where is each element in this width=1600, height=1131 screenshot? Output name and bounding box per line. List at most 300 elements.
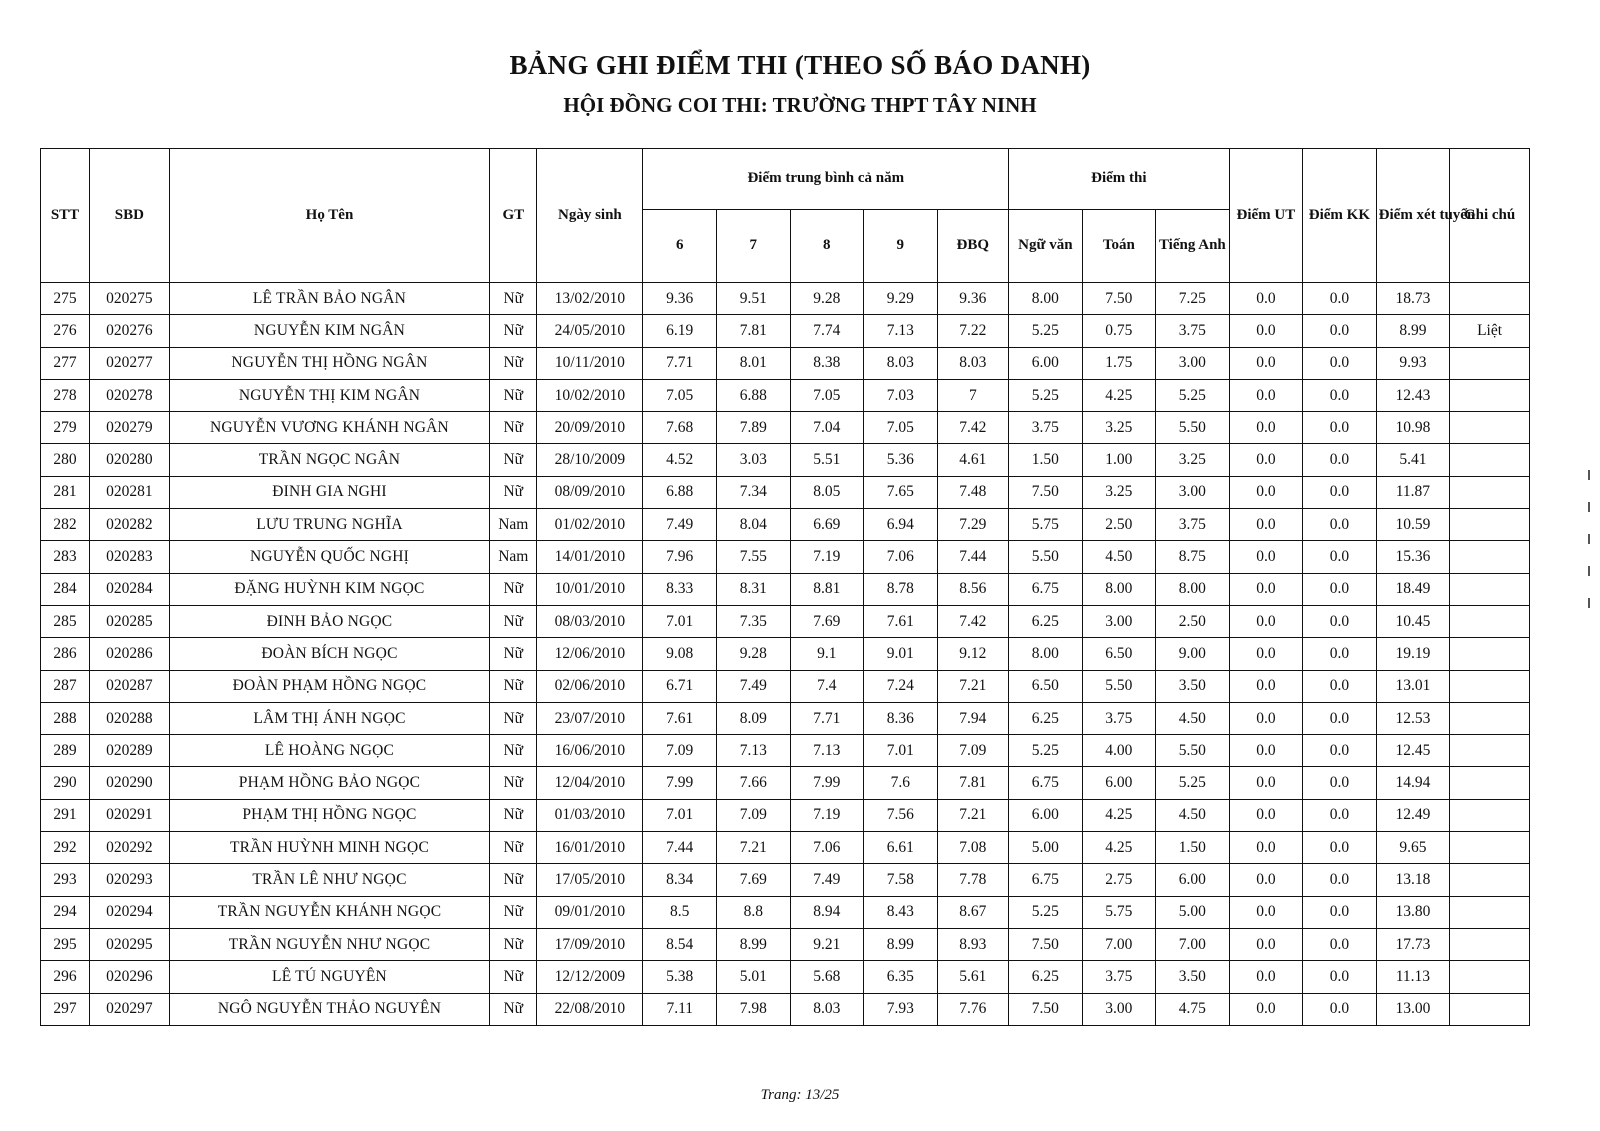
cell-name: NGUYỄN THỊ KIM NGÂN <box>169 379 490 411</box>
cell-avg-8: 7.69 <box>790 605 864 637</box>
cell-admission-score: 13.00 <box>1376 993 1450 1025</box>
cell-avg-7: 7.69 <box>717 864 791 896</box>
cell-avg-9: 7.93 <box>864 993 938 1025</box>
cell-sbd: 020293 <box>90 864 170 896</box>
cell-bonus-score: 0.0 <box>1303 347 1377 379</box>
cell-avg-7: 7.89 <box>717 412 791 444</box>
cell-avg-7: 6.88 <box>717 379 791 411</box>
cell-priority-score: 0.0 <box>1229 379 1303 411</box>
cell-avg-9: 8.43 <box>864 896 938 928</box>
cell-note <box>1450 573 1530 605</box>
table-row <box>41 832 1530 864</box>
header-exam-group: Điểm thi <box>1009 149 1230 210</box>
cell-gender: Nam <box>490 509 537 541</box>
cell-admission-score: 5.41 <box>1376 444 1450 476</box>
cell-exam-english: 4.50 <box>1156 702 1230 734</box>
cell-dob: 17/05/2010 <box>537 864 643 896</box>
cell-avg-7: 8.8 <box>717 896 791 928</box>
cell-avg-6: 9.36 <box>643 283 717 315</box>
cell-name: TRẦN NGUYỄN NHƯ NGỌC <box>169 928 490 960</box>
cell-note <box>1450 928 1530 960</box>
cell-stt: 288 <box>41 702 90 734</box>
score-table <box>40 148 1530 1026</box>
cell-exam-english: 7.00 <box>1156 928 1230 960</box>
cell-priority-score: 0.0 <box>1229 670 1303 702</box>
cell-exam-literature: 5.75 <box>1009 509 1083 541</box>
cell-priority-score: 0.0 <box>1229 702 1303 734</box>
cell-bonus-score: 0.0 <box>1303 283 1377 315</box>
cell-exam-literature: 8.00 <box>1009 638 1083 670</box>
cell-avg-dbq: 7.44 <box>937 541 1009 573</box>
cell-avg-9: 7.6 <box>864 767 938 799</box>
cell-exam-english: 3.00 <box>1156 476 1230 508</box>
cell-avg-dbq: 7.94 <box>937 702 1009 734</box>
cell-sbd: 020292 <box>90 832 170 864</box>
cell-exam-literature: 7.50 <box>1009 928 1083 960</box>
cell-exam-english: 9.00 <box>1156 638 1230 670</box>
cell-gender: Nữ <box>490 993 537 1025</box>
cell-priority-score: 0.0 <box>1229 799 1303 831</box>
cell-avg-8: 9.1 <box>790 638 864 670</box>
cell-exam-literature: 6.50 <box>1009 670 1083 702</box>
cell-bonus-score: 0.0 <box>1303 896 1377 928</box>
table-row <box>41 735 1530 767</box>
cell-avg-8: 9.21 <box>790 928 864 960</box>
cell-dob: 01/03/2010 <box>537 799 643 831</box>
cell-exam-math: 1.75 <box>1082 347 1156 379</box>
cell-gender: Nữ <box>490 799 537 831</box>
cell-name: NGUYỄN THỊ HỒNG NGÂN <box>169 347 490 379</box>
cell-note <box>1450 864 1530 896</box>
cell-avg-9: 7.05 <box>864 412 938 444</box>
cell-exam-english: 3.75 <box>1156 315 1230 347</box>
cell-avg-7: 9.28 <box>717 638 791 670</box>
cell-avg-6: 8.5 <box>643 896 717 928</box>
cell-admission-score: 14.94 <box>1376 767 1450 799</box>
cell-admission-score: 13.18 <box>1376 864 1450 896</box>
cell-exam-math: 4.00 <box>1082 735 1156 767</box>
cell-note <box>1450 347 1530 379</box>
table-row <box>41 864 1530 896</box>
cell-sbd: 020279 <box>90 412 170 444</box>
cell-avg-6: 6.71 <box>643 670 717 702</box>
cell-priority-score: 0.0 <box>1229 767 1303 799</box>
cell-stt: 296 <box>41 961 90 993</box>
cell-avg-8: 8.94 <box>790 896 864 928</box>
cell-avg-6: 7.96 <box>643 541 717 573</box>
cell-exam-literature: 5.25 <box>1009 379 1083 411</box>
cell-bonus-score: 0.0 <box>1303 799 1377 831</box>
cell-avg-7: 7.21 <box>717 832 791 864</box>
cell-gender: Nữ <box>490 412 537 444</box>
table-body <box>41 283 1530 1026</box>
cell-avg-9: 7.06 <box>864 541 938 573</box>
header-bonus-score: Điểm KK <box>1303 149 1377 283</box>
cell-exam-math: 3.75 <box>1082 702 1156 734</box>
cell-name: LÂM THỊ ÁNH NGỌC <box>169 702 490 734</box>
cell-avg-6: 7.05 <box>643 379 717 411</box>
cell-dob: 16/01/2010 <box>537 832 643 864</box>
cell-avg-6: 4.52 <box>643 444 717 476</box>
cell-exam-english: 3.00 <box>1156 347 1230 379</box>
cell-avg-8: 7.19 <box>790 799 864 831</box>
cell-name: TRẦN NGỌC NGÂN <box>169 444 490 476</box>
header-grade-8: 8 <box>790 210 864 283</box>
header-name: Họ Tên <box>169 149 490 283</box>
cell-priority-score: 0.0 <box>1229 735 1303 767</box>
cell-exam-literature: 5.25 <box>1009 735 1083 767</box>
cell-avg-9: 7.61 <box>864 605 938 637</box>
cell-avg-9: 7.13 <box>864 315 938 347</box>
cell-sbd: 020289 <box>90 735 170 767</box>
cell-sbd: 020281 <box>90 476 170 508</box>
cell-name: PHẠM THỊ HỒNG NGỌC <box>169 799 490 831</box>
cell-avg-9: 5.36 <box>864 444 938 476</box>
cell-note <box>1450 541 1530 573</box>
cell-avg-dbq: 7.09 <box>937 735 1009 767</box>
cell-avg-7: 8.09 <box>717 702 791 734</box>
cell-gender: Nữ <box>490 702 537 734</box>
table-row <box>41 444 1530 476</box>
cell-sbd: 020294 <box>90 896 170 928</box>
cell-dob: 23/07/2010 <box>537 702 643 734</box>
cell-avg-9: 6.35 <box>864 961 938 993</box>
table-row <box>41 799 1530 831</box>
cell-name: LÊ TÚ NGUYÊN <box>169 961 490 993</box>
cell-dob: 10/01/2010 <box>537 573 643 605</box>
cell-gender: Nữ <box>490 670 537 702</box>
cell-admission-score: 9.65 <box>1376 832 1450 864</box>
cell-exam-english: 1.50 <box>1156 832 1230 864</box>
cell-note <box>1450 283 1530 315</box>
header-grade-9: 9 <box>864 210 938 283</box>
cell-dob: 01/02/2010 <box>537 509 643 541</box>
cell-bonus-score: 0.0 <box>1303 379 1377 411</box>
cell-admission-score: 19.19 <box>1376 638 1450 670</box>
cell-exam-literature: 3.75 <box>1009 412 1083 444</box>
cell-avg-6: 7.01 <box>643 605 717 637</box>
cell-note: Liệt <box>1450 315 1530 347</box>
cell-priority-score: 0.0 <box>1229 993 1303 1025</box>
table-row <box>41 928 1530 960</box>
cell-name: ĐINH GIA NGHI <box>169 476 490 508</box>
cell-avg-8: 7.06 <box>790 832 864 864</box>
cell-stt: 289 <box>41 735 90 767</box>
cell-note <box>1450 509 1530 541</box>
cell-priority-score: 0.0 <box>1229 541 1303 573</box>
table-header <box>41 149 1530 283</box>
cell-exam-math: 3.25 <box>1082 476 1156 508</box>
header-average-group: Điểm trung bình cả năm <box>643 149 1009 210</box>
cell-admission-score: 15.36 <box>1376 541 1450 573</box>
cell-name: ĐOÀN PHẠM HỒNG NGỌC <box>169 670 490 702</box>
cell-avg-9: 7.58 <box>864 864 938 896</box>
cell-sbd: 020286 <box>90 638 170 670</box>
cell-dob: 16/06/2010 <box>537 735 643 767</box>
cell-avg-8: 8.05 <box>790 476 864 508</box>
cell-avg-8: 8.38 <box>790 347 864 379</box>
cell-avg-dbq: 8.93 <box>937 928 1009 960</box>
cell-gender: Nữ <box>490 638 537 670</box>
cell-gender: Nữ <box>490 928 537 960</box>
cell-avg-8: 7.4 <box>790 670 864 702</box>
cell-exam-literature: 5.25 <box>1009 896 1083 928</box>
cell-dob: 14/01/2010 <box>537 541 643 573</box>
cell-avg-7: 7.81 <box>717 315 791 347</box>
table-row <box>41 509 1530 541</box>
cell-avg-dbq: 8.56 <box>937 573 1009 605</box>
cell-priority-score: 0.0 <box>1229 928 1303 960</box>
cell-avg-dbq: 7.48 <box>937 476 1009 508</box>
cell-admission-score: 12.45 <box>1376 735 1450 767</box>
cell-avg-9: 7.01 <box>864 735 938 767</box>
cell-stt: 293 <box>41 864 90 896</box>
cell-admission-score: 13.80 <box>1376 896 1450 928</box>
cell-stt: 290 <box>41 767 90 799</box>
cell-name: ĐINH BẢO NGỌC <box>169 605 490 637</box>
cell-stt: 294 <box>41 896 90 928</box>
cell-sbd: 020276 <box>90 315 170 347</box>
cell-avg-7: 7.98 <box>717 993 791 1025</box>
cell-avg-6: 7.44 <box>643 832 717 864</box>
cell-sbd: 020288 <box>90 702 170 734</box>
cell-exam-math: 8.00 <box>1082 573 1156 605</box>
header-admission-score: Điểm xét tuyển <box>1376 149 1450 283</box>
header-stt: STT <box>41 149 90 283</box>
cell-gender: Nữ <box>490 315 537 347</box>
cell-avg-9: 8.99 <box>864 928 938 960</box>
cell-admission-score: 8.99 <box>1376 315 1450 347</box>
cell-avg-8: 7.04 <box>790 412 864 444</box>
cell-bonus-score: 0.0 <box>1303 573 1377 605</box>
cell-admission-score: 13.01 <box>1376 670 1450 702</box>
cell-stt: 292 <box>41 832 90 864</box>
table-row <box>41 315 1530 347</box>
table-row <box>41 702 1530 734</box>
header-grade-7: 7 <box>717 210 791 283</box>
cell-exam-english: 5.50 <box>1156 735 1230 767</box>
cell-avg-7: 5.01 <box>717 961 791 993</box>
page-number: Trang: 13/25 <box>760 1087 840 1103</box>
cell-bonus-score: 0.0 <box>1303 832 1377 864</box>
cell-avg-9: 7.24 <box>864 670 938 702</box>
cell-priority-score: 0.0 <box>1229 832 1303 864</box>
header-note: Ghi chú <box>1450 149 1530 283</box>
cell-exam-literature: 6.75 <box>1009 864 1083 896</box>
cell-exam-literature: 5.00 <box>1009 832 1083 864</box>
cell-stt: 286 <box>41 638 90 670</box>
cell-avg-9: 9.01 <box>864 638 938 670</box>
header-dbq: ĐBQ <box>937 210 1009 283</box>
cell-priority-score: 0.0 <box>1229 347 1303 379</box>
cell-sbd: 020284 <box>90 573 170 605</box>
cell-exam-literature: 6.75 <box>1009 573 1083 605</box>
cell-note <box>1450 444 1530 476</box>
header-sbd: SBD <box>90 149 170 283</box>
cell-priority-score: 0.0 <box>1229 476 1303 508</box>
cell-note <box>1450 799 1530 831</box>
cell-sbd: 020283 <box>90 541 170 573</box>
cell-admission-score: 12.43 <box>1376 379 1450 411</box>
cell-stt: 284 <box>41 573 90 605</box>
cell-avg-9: 8.78 <box>864 573 938 605</box>
table-row <box>41 605 1530 637</box>
cell-avg-8: 7.19 <box>790 541 864 573</box>
cell-exam-english: 7.25 <box>1156 283 1230 315</box>
cell-exam-math: 3.25 <box>1082 412 1156 444</box>
table-row <box>41 412 1530 444</box>
cell-name: ĐẶNG HUỲNH KIM NGỌC <box>169 573 490 605</box>
cell-bonus-score: 0.0 <box>1303 767 1377 799</box>
cell-avg-8: 5.68 <box>790 961 864 993</box>
cell-dob: 08/03/2010 <box>537 605 643 637</box>
cell-sbd: 020275 <box>90 283 170 315</box>
cell-avg-7: 7.66 <box>717 767 791 799</box>
cell-dob: 22/08/2010 <box>537 993 643 1025</box>
cell-gender: Nữ <box>490 476 537 508</box>
cell-avg-8: 8.03 <box>790 993 864 1025</box>
cell-sbd: 020282 <box>90 509 170 541</box>
cell-gender: Nữ <box>490 444 537 476</box>
cell-exam-literature: 6.25 <box>1009 605 1083 637</box>
cell-exam-english: 3.50 <box>1156 670 1230 702</box>
cell-avg-8: 9.28 <box>790 283 864 315</box>
cell-dob: 24/05/2010 <box>537 315 643 347</box>
cell-note <box>1450 638 1530 670</box>
header-literature: Ngữ văn <box>1009 210 1083 283</box>
cell-exam-english: 5.50 <box>1156 412 1230 444</box>
cell-avg-8: 7.71 <box>790 702 864 734</box>
cell-avg-dbq: 8.67 <box>937 896 1009 928</box>
cell-stt: 287 <box>41 670 90 702</box>
cell-priority-score: 0.0 <box>1229 638 1303 670</box>
cell-avg-6: 7.71 <box>643 347 717 379</box>
header-math: Toán <box>1082 210 1156 283</box>
cell-avg-6: 9.08 <box>643 638 717 670</box>
cell-exam-literature: 7.50 <box>1009 993 1083 1025</box>
cell-exam-math: 6.00 <box>1082 767 1156 799</box>
cell-bonus-score: 0.0 <box>1303 928 1377 960</box>
cell-gender: Nữ <box>490 864 537 896</box>
cell-avg-8: 7.99 <box>790 767 864 799</box>
cell-dob: 12/06/2010 <box>537 638 643 670</box>
cell-bonus-score: 0.0 <box>1303 638 1377 670</box>
cell-dob: 12/12/2009 <box>537 961 643 993</box>
cell-priority-score: 0.0 <box>1229 864 1303 896</box>
cell-avg-dbq: 7 <box>937 379 1009 411</box>
cell-exam-math: 7.00 <box>1082 928 1156 960</box>
cell-avg-9: 7.56 <box>864 799 938 831</box>
cell-exam-literature: 7.50 <box>1009 476 1083 508</box>
page-title: BẢNG GHI ĐIỂM THI (THEO SỐ BÁO DANH) <box>509 50 1091 80</box>
cell-avg-7: 7.35 <box>717 605 791 637</box>
cell-exam-english: 4.75 <box>1156 993 1230 1025</box>
cell-exam-english: 3.25 <box>1156 444 1230 476</box>
cell-exam-literature: 6.00 <box>1009 799 1083 831</box>
header-english: Tiếng Anh <box>1156 210 1230 283</box>
cell-stt: 297 <box>41 993 90 1025</box>
header-grade-6: 6 <box>643 210 717 283</box>
cell-note <box>1450 702 1530 734</box>
cell-avg-7: 7.13 <box>717 735 791 767</box>
table-row <box>41 896 1530 928</box>
cell-gender: Nữ <box>490 283 537 315</box>
cell-name: TRẦN LÊ NHƯ NGỌC <box>169 864 490 896</box>
cell-gender: Nữ <box>490 961 537 993</box>
cell-bonus-score: 0.0 <box>1303 961 1377 993</box>
cell-name: PHẠM HỒNG BẢO NGỌC <box>169 767 490 799</box>
cell-avg-9: 9.29 <box>864 283 938 315</box>
cell-dob: 10/02/2010 <box>537 379 643 411</box>
cell-exam-math: 4.25 <box>1082 832 1156 864</box>
table-row <box>41 283 1530 315</box>
table-row <box>41 541 1530 573</box>
cell-avg-8: 7.74 <box>790 315 864 347</box>
cell-avg-7: 7.09 <box>717 799 791 831</box>
cell-avg-8: 6.69 <box>790 509 864 541</box>
cell-gender: Nữ <box>490 347 537 379</box>
cell-admission-score: 10.45 <box>1376 605 1450 637</box>
cell-avg-dbq: 4.61 <box>937 444 1009 476</box>
cell-gender: Nữ <box>490 735 537 767</box>
cell-exam-math: 1.00 <box>1082 444 1156 476</box>
cell-avg-dbq: 7.08 <box>937 832 1009 864</box>
cell-dob: 09/01/2010 <box>537 896 643 928</box>
cell-avg-8: 7.13 <box>790 735 864 767</box>
cell-exam-english: 3.75 <box>1156 509 1230 541</box>
cell-note <box>1450 379 1530 411</box>
cell-avg-7: 8.31 <box>717 573 791 605</box>
cell-priority-score: 0.0 <box>1229 315 1303 347</box>
cell-note <box>1450 993 1530 1025</box>
cell-priority-score: 0.0 <box>1229 412 1303 444</box>
cell-bonus-score: 0.0 <box>1303 541 1377 573</box>
cell-avg-6: 6.88 <box>643 476 717 508</box>
header-dob: Ngày sinh <box>537 149 643 283</box>
cell-avg-dbq: 5.61 <box>937 961 1009 993</box>
cell-priority-score: 0.0 <box>1229 573 1303 605</box>
cell-dob: 12/04/2010 <box>537 767 643 799</box>
cell-gender: Nữ <box>490 767 537 799</box>
cell-name: LÊ HOÀNG NGỌC <box>169 735 490 767</box>
cell-exam-math: 0.75 <box>1082 315 1156 347</box>
cell-avg-9: 6.61 <box>864 832 938 864</box>
cell-avg-6: 7.11 <box>643 993 717 1025</box>
cell-gender: Nữ <box>490 605 537 637</box>
cell-note <box>1450 896 1530 928</box>
cell-stt: 275 <box>41 283 90 315</box>
table-row <box>41 379 1530 411</box>
cell-name: NGUYỄN KIM NGÂN <box>169 315 490 347</box>
cell-exam-literature: 6.25 <box>1009 961 1083 993</box>
cell-avg-dbq: 7.21 <box>937 670 1009 702</box>
cell-dob: 10/11/2010 <box>537 347 643 379</box>
cell-bonus-score: 0.0 <box>1303 605 1377 637</box>
cell-avg-dbq: 7.22 <box>937 315 1009 347</box>
cell-priority-score: 0.0 <box>1229 509 1303 541</box>
cell-stt: 283 <box>41 541 90 573</box>
cell-bonus-score: 0.0 <box>1303 993 1377 1025</box>
cell-admission-score: 18.49 <box>1376 573 1450 605</box>
cell-stt: 291 <box>41 799 90 831</box>
cell-name: TRẦN NGUYỄN KHÁNH NGỌC <box>169 896 490 928</box>
table-row <box>41 638 1530 670</box>
cell-admission-score: 10.59 <box>1376 509 1450 541</box>
cell-stt: 295 <box>41 928 90 960</box>
cell-name: TRẦN HUỲNH MINH NGỌC <box>169 832 490 864</box>
cell-priority-score: 0.0 <box>1229 896 1303 928</box>
cell-exam-english: 5.00 <box>1156 896 1230 928</box>
